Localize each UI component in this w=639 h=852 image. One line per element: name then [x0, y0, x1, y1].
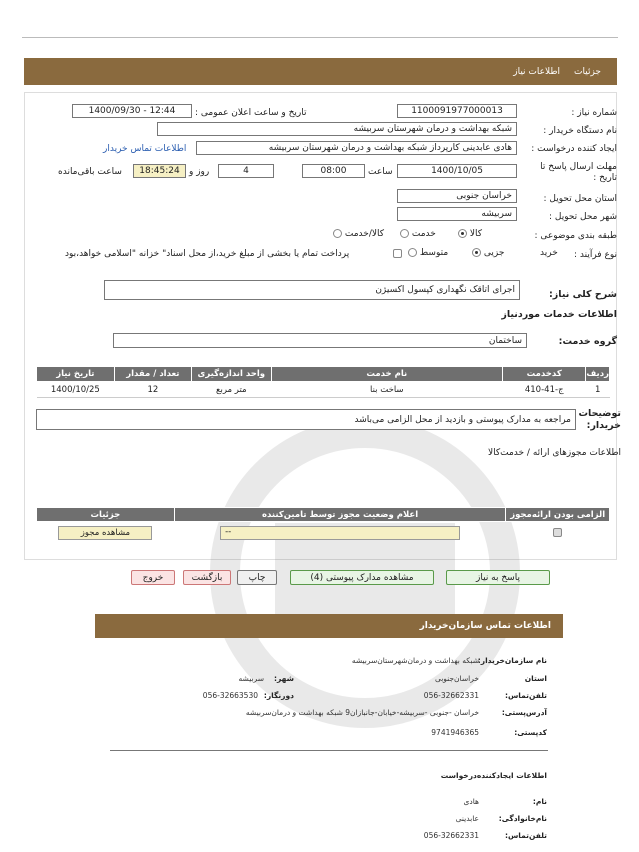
tab-need-info[interactable]: اطلاعات نیاز	[513, 66, 561, 77]
back-button[interactable]: بازگشت	[183, 570, 231, 585]
col-row: ردیف	[586, 367, 610, 382]
permits-title: اطلاعات مجوزهای ارائه / خدمت‌کالا	[487, 448, 621, 458]
contact-province: خراسان‌جنوبی	[434, 674, 479, 683]
requester-first-name: هادی	[463, 797, 479, 806]
attachments-button[interactable]: مشاهده مدارک پیوستی (4)	[290, 570, 434, 585]
services-title: اطلاعات خدمات موردنیاز	[501, 309, 617, 320]
buyer-org-label: نام دستگاه خریدار :	[543, 126, 617, 136]
permits-table	[36, 507, 610, 544]
radio-goods-service-icon[interactable]	[333, 229, 342, 238]
tab-details[interactable]: جزئیات	[574, 66, 601, 77]
print-button[interactable]: چاپ	[237, 570, 277, 585]
group-field: ساختمان	[113, 333, 527, 348]
contact-address: خراسان -جنوبی -سربیشه-خیابان-جانبازان9 شبکه بهداشت و درمان‌سربیشه	[245, 708, 479, 717]
permits-table-header	[37, 508, 610, 522]
cell-row: 1	[586, 382, 610, 398]
contact-phone: 056-32662331	[423, 691, 479, 700]
remaining-label: ساعت باقی‌مانده	[58, 167, 122, 177]
need-number-label: شماره نیاز :	[571, 108, 617, 118]
category-goods-option[interactable]	[458, 229, 482, 239]
time-label: ساعت	[368, 167, 393, 177]
process-partial-option[interactable]	[472, 248, 504, 258]
contact-divider	[110, 750, 548, 751]
payment-checkbox-icon[interactable]	[393, 249, 402, 258]
contact-fax-label: دورنگار:	[263, 691, 294, 700]
requester-last-name-label: نام‌خانوادگی:	[498, 814, 547, 823]
contact-province-label: استان	[524, 674, 547, 683]
category-service-label: خدمت	[411, 229, 436, 239]
cell-code: ج-41-410	[503, 382, 586, 398]
col-service-name: نام خدمت	[271, 367, 502, 382]
radio-partial-icon[interactable]	[472, 248, 481, 257]
process-label: نوع فرآیند :	[574, 250, 617, 260]
deadline-label: مهلت ارسال پاسخ تا	[540, 162, 617, 172]
goods-table-header	[37, 367, 610, 382]
cell-required	[506, 522, 610, 544]
contact-postal: 9741946365	[431, 728, 479, 737]
category-goods-label: کالا	[469, 229, 483, 239]
top-divider	[22, 37, 618, 38]
col-details: جزئیات	[37, 508, 175, 522]
deadline-label-2: تاریخ :	[593, 173, 617, 183]
need-details-panel	[24, 92, 617, 560]
requester-phone: 056-32662331	[423, 831, 479, 840]
contact-city: سربیشه	[238, 674, 264, 683]
buyer-notes-field: مراجعه به مدارک پیوستی و بازدید از محل الزامی می‌باشد	[36, 409, 576, 430]
payment-note: پرداخت تمام یا بخشی از مبلغ خرید،از محل اسناد" خزانه "اسلامی خواهد،بود	[65, 249, 350, 259]
remaining-time-field: 18:45:24	[133, 164, 186, 178]
creator-field: هادی عابدینی کارپرداز شبکه بهداشت و درمان شهرستان سربیشه	[196, 141, 517, 155]
city-label: شهر محل تحویل :	[548, 212, 617, 222]
announce-label: تاریخ و ساعت اعلان عمومی :	[195, 108, 307, 118]
buyer-org-field: شبکه بهداشت و درمان شهرستان سربیشه	[157, 122, 517, 136]
category-label: طبقه بندی موضوعی :	[534, 231, 617, 241]
requester-title: اطلاعات ایجادکننده‌درخواست	[440, 771, 547, 780]
cell-need-date: 1400/10/25	[37, 382, 115, 398]
status-field[interactable]: --	[220, 526, 460, 540]
contact-header: اطلاعات تماس سازمان‌خریدار	[95, 614, 563, 638]
contact-phone-label: تلفن‌تماس:	[504, 691, 547, 700]
requester-phone-label: تلفن‌تماس:	[504, 831, 547, 840]
cell-details	[37, 522, 175, 544]
required-checkbox-icon	[553, 528, 562, 537]
requester-first-name-label: نام:	[532, 797, 547, 806]
col-quantity: تعداد / مقدار	[114, 367, 191, 382]
contact-fax: 056-32663530	[202, 691, 258, 700]
need-number-field: 1100091977000013	[397, 104, 517, 118]
deadline-date-field: 1400/10/05	[397, 164, 517, 178]
table-row	[37, 522, 610, 544]
process-partial-label: جزیی	[483, 248, 505, 258]
header-bar	[24, 58, 617, 85]
group-label: گروه خدمت:	[558, 336, 617, 347]
reply-button[interactable]: پاسخ به نیاز	[446, 570, 550, 585]
exit-button[interactable]: خروج	[131, 570, 175, 585]
process-medium-option[interactable]	[408, 248, 448, 258]
col-status: اعلام وضعیت مجوز توسط تامین‌کننده	[174, 508, 506, 522]
summary-field: اجرای اتاقک نگهداری کپسول اکسیژن	[104, 280, 520, 300]
cell-status	[174, 522, 506, 544]
announce-field: 1400/09/30 - 12:44	[72, 104, 192, 118]
contact-org-label: نام سازمان‌خریدار:	[477, 656, 547, 665]
radio-medium-icon[interactable]	[408, 248, 417, 257]
view-permit-button[interactable]: مشاهده مجوز	[58, 526, 152, 540]
contact-address-label: آدرس‌پستی:	[501, 708, 547, 717]
days-field: 4	[218, 164, 274, 178]
province-label: استان محل تحویل :	[543, 194, 617, 204]
goods-table	[36, 366, 610, 398]
category-goods-service-label: کالا/خدمت	[344, 229, 385, 239]
creator-label: ایجاد کننده درخواست :	[531, 144, 617, 154]
col-unit: واحد اندازه‌گیری	[192, 367, 272, 382]
cell-service-name: ساخت بنا	[271, 382, 502, 398]
col-need-date: تاریخ نیاز	[37, 367, 115, 382]
cell-quantity: 12	[114, 382, 191, 398]
buyer-notes-label-2: خریدار:	[586, 420, 621, 431]
col-required: الزامی بودن ارائه‌مجوز	[506, 508, 610, 522]
city-field: سربیشه	[397, 207, 517, 221]
col-code: کدخدمت	[503, 367, 586, 382]
contact-city-label: شهر:	[274, 674, 294, 683]
province-field: خراسان جنوبی	[397, 189, 517, 203]
category-goods-service-option[interactable]	[333, 229, 384, 239]
requester-last-name: عابدینی	[455, 814, 479, 823]
table-row	[37, 382, 610, 398]
cell-unit: متر مربع	[192, 382, 272, 398]
contact-postal-label: کدپستی:	[514, 728, 547, 737]
deadline-time-field: 08:00	[302, 164, 365, 178]
buyer-contact-link[interactable]: اطلاعات تماس خریدار	[103, 144, 187, 154]
days-label: روز و	[189, 167, 210, 177]
radio-goods-icon[interactable]	[458, 229, 467, 238]
radio-service-icon[interactable]	[400, 229, 409, 238]
contact-org: شبکه بهداشت و درمان‌شهرستان‌سربیشه	[351, 656, 479, 665]
buyer-notes-label: توضیحات	[578, 408, 621, 419]
category-service-option[interactable]	[400, 229, 436, 239]
summary-label: شرح کلی نیاز:	[548, 289, 617, 300]
process-medium-label: متوسط	[419, 248, 449, 258]
process-buy-label: خرید	[540, 248, 558, 258]
